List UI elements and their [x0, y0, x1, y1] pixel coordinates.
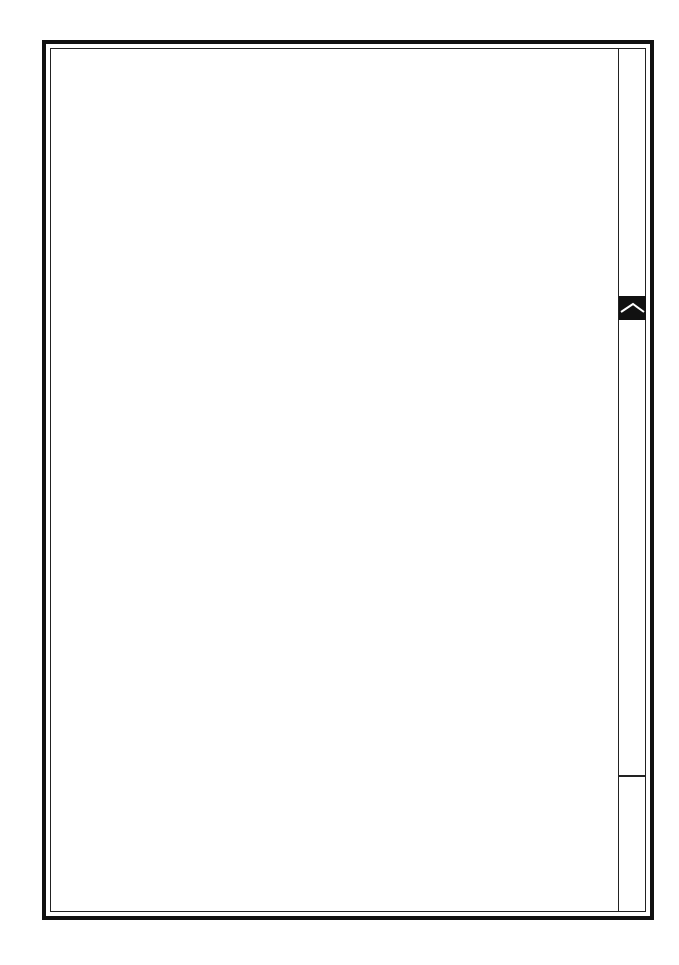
page-border-inner — [50, 48, 646, 912]
margin-rule — [618, 775, 646, 777]
fore-edge-margin — [618, 48, 646, 912]
fish-tail-mark — [619, 296, 646, 320]
